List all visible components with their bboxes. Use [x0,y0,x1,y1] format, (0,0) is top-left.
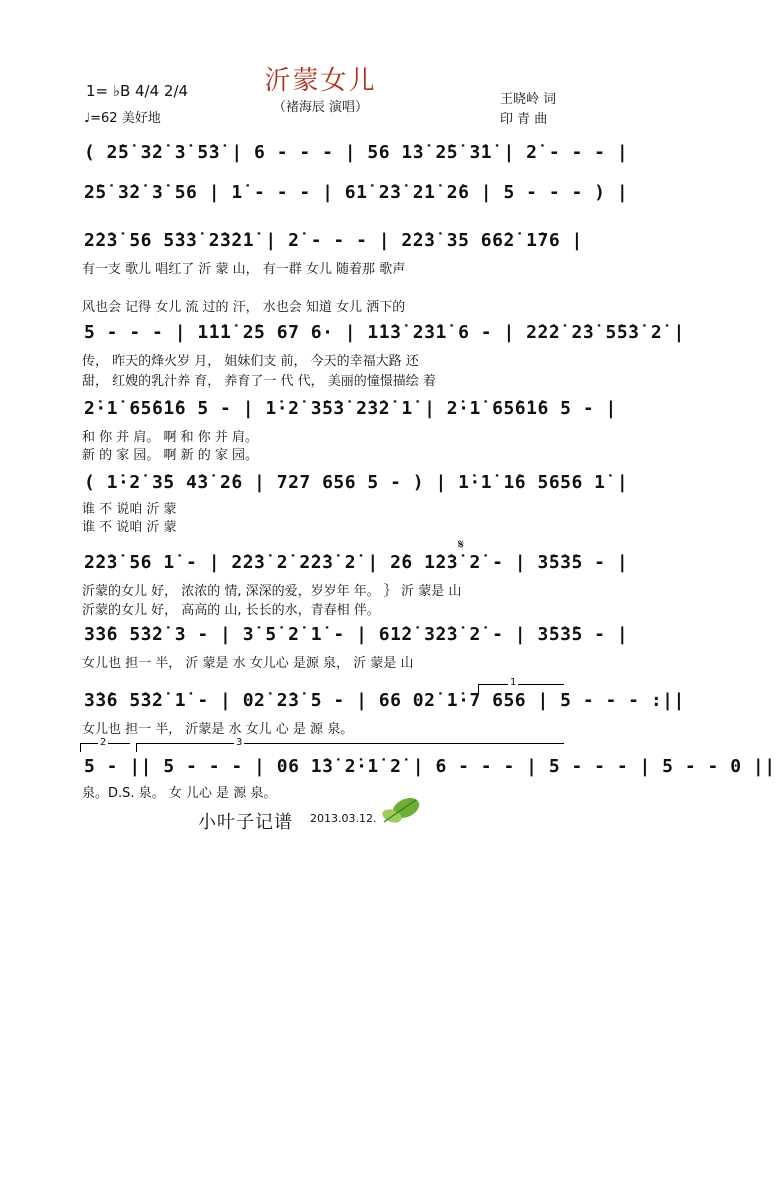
composer-credit: 印 青 曲 [500,112,548,127]
lyric-line: 谁 不 说咱 沂 蒙 [82,502,177,517]
lyricist-credit: 王晓岭 词 [500,92,557,107]
notation-row-5: 2̇·1̇ 65̇6̇1̇6 5 - | 1̇·2̇ 3̇5̇3̇ 2̇3̇2̇ 1̇ | 2̇·1̇ 65̇6̇1̇6 5 - | [84,398,617,419]
volta-label: 2 [100,737,107,748]
lyric-line: 新 的 家 园。 啊 新 的 家 园。 [82,448,259,463]
notation-row-2: 2̇5̇ 3̇2̇ 3̇ 56 | 1̇ - - - | 61̇ 2̇3̇ 2̇1̇ 2̇6 | 5 - - - ) | [84,182,629,203]
lyric-line: 女儿也 担一 半， 沂蒙是 水 女儿 心 是 源 泉。 [82,722,354,737]
notation-row-6: ( 1̇·2̇ 3̇5 4̇3̇ 2̇6 | 727 656 5 - ) | 1̇·1̇ 1̇6 5656 1̇ | [84,472,629,493]
lyric-line: 沂蒙的女儿 好， 浓浓的 情, 深深的爱，岁岁年 年。 ｝ 沂 蒙是 山 [82,584,462,599]
segno-sign: 𝄋 [458,537,465,553]
transcription-date: 2013.03.12. [310,812,377,825]
lyric-line: 风也会 记得 女儿 流 过的 汗， 水也会 知道 女儿 洒下的 [82,300,406,315]
volta-third-ending [136,743,564,744]
notation-row-3: 2̇2̇3̇ 56 5̇3̇3̇ 2̇3̇2̇1̇ | 2̇ - - - | 2̇2̇3̇ 35 66̇2̇ 1̇76 | [84,230,583,251]
lyric-line: 甜， 红嫂的乳汁养 育， 养育了一 代 代， 美丽的憧憬描绘 着 [82,374,436,389]
notation-row-7: 2̇2̇3̇ 56 1̇ - | 2̇2̇3̇ 2̇ 2̇2̇3̇ 2̇ | 2̇6 1̇2̇3̇ 2̇ - | 3̇5̇3̇5 - | [84,552,629,573]
notation-row-1: ( 2̇5̇ 3̇2̇ 3̇ 5̇3̇ | 6 - - - | 56 1̇3̇ 2̇5̇ 3̇1̇ | 2̇ - - - | [84,142,629,163]
volta-first-ending [478,684,564,685]
lyric-line: 有一支 歌儿 唱红了 沂 蒙 山， 有一群 女儿 随着那 歌声 [82,262,406,277]
notation-row-4: 5 - - - | 1̇1̇1̇ 2̇5 67 6· | 1̇1̇3̇ 2̇3̇1̇ 6 - | 2̇2̇2̇ 2̇3̇ 5̇5̇3̇ 2̇ | [84,322,685,343]
song-title: 沂蒙女儿 [264,66,377,96]
notation-row-10: 5 - || 5 - - - | 06 1̇3̇ 2̇·1̇ 2̇ | 6 - - - | 5 - - - | 5 - - 0 || [84,756,776,777]
volta-label: 3 [236,737,243,748]
leaf-icon [376,792,426,828]
lyric-line: 和 你 并 肩。 啊 和 你 并 肩。 [82,430,259,445]
tempo-marking: ♩=62 美好地 [84,111,161,126]
lyric-line: 谁 不 说咱 沂 蒙 [82,520,177,535]
volta-label: 1 [510,677,517,688]
performer-subtitle: （褚海辰 演唱） [272,100,369,115]
lyric-line: 传， 昨天的烽火岁 月， 姐妹们支 前， 今天的幸福大路 还 [82,354,419,369]
transcriber-signature: 小叶子记谱 [198,812,293,833]
notation-row-9: 3̇3̇6 5̇3̇2̇ 1̇ - | 02̇ 2̇3̇ 5 - | 66 02̇ 1̇·7 656 | 5 - - - :|| [84,690,685,711]
key-signature: 1= ♭B 4/4 2/4 [86,82,189,100]
lyric-line: 沂蒙的女儿 好， 高高的 山, 长长的水，青春相 伴。 [82,603,380,618]
notation-row-8: 3̇3̇6 5̇3̇2̇ 3 - | 3̇ 5̇ 2̇ 1̇ - | 61̇2̇ 3̇2̇3̇ 2̇ - | 3̇5̇3̇5 - | [84,624,629,645]
lyric-line: 女儿也 担一 半， 沂 蒙是 水 女儿心 是源 泉， 沂 蒙是 山 [82,656,414,671]
lyric-line: 泉。D.S. 泉。 女 儿心 是 源 泉。 [82,786,277,801]
